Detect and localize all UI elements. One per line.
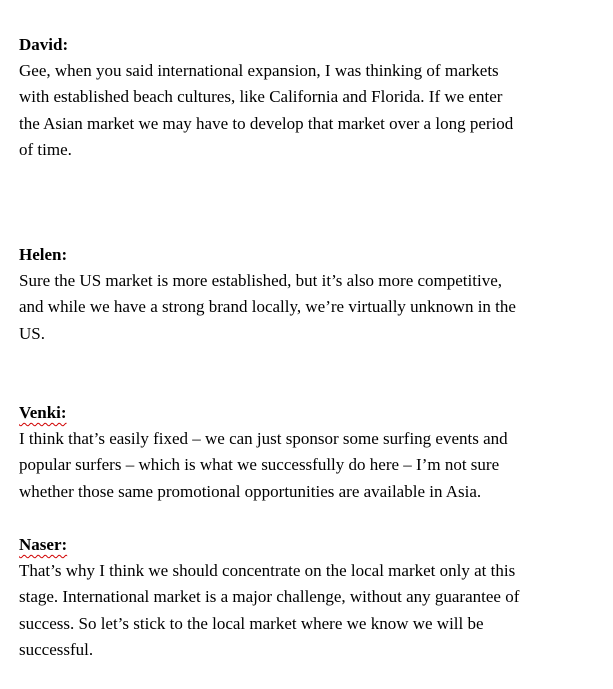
- speech-line: successful.: [19, 639, 94, 659]
- speech-line: of time.: [19, 139, 72, 159]
- speech-line: success. So let’s stick to the local market where we know we will be: [19, 613, 484, 633]
- speech-line: popular surfers – which is what we successfully do here – I’m not sure: [19, 455, 500, 475]
- speaker-name: Naser:: [19, 535, 68, 554]
- speech-line: with established beach cultures, like California and Florida. If we enter: [19, 87, 503, 107]
- speech-text: [19, 268, 594, 347]
- speech-text: [19, 426, 594, 505]
- dialogue-entry-david: [19, 32, 594, 163]
- speech-line: and while we have a strong brand locally, we’re virtually unknown in the: [19, 297, 516, 317]
- speech-line: I think that’s easily fixed – we can just sponsor some surfing events and: [19, 429, 508, 448]
- speech-line: Sure the US market is more established, but it’s also more competitive,: [19, 271, 502, 290]
- speech-line: Gee, when you said international expansion, I was thinking of markets: [19, 61, 499, 80]
- dialogue-entry-helen: [19, 242, 594, 347]
- speech-line: That’s why I think we should concentrate on the local market only at this: [19, 561, 516, 580]
- speech-line: stage. International market is a major challenge, without any guarantee of: [19, 587, 520, 607]
- speaker-name: Venki:: [19, 403, 67, 422]
- dialogue-entry-venki: [19, 400, 594, 505]
- speech-line: whether those same promotional opportunities are available in Asia.: [19, 481, 482, 501]
- speech-text: [19, 58, 594, 163]
- speaker-name: Helen:: [19, 245, 68, 264]
- speaker-name: David:: [19, 35, 69, 54]
- speech-line: US.: [19, 323, 45, 343]
- dialogue-entry-naser: [19, 532, 594, 663]
- speech-line: the Asian market we may have to develop that market over a long period: [19, 113, 514, 133]
- speech-text: [19, 558, 594, 663]
